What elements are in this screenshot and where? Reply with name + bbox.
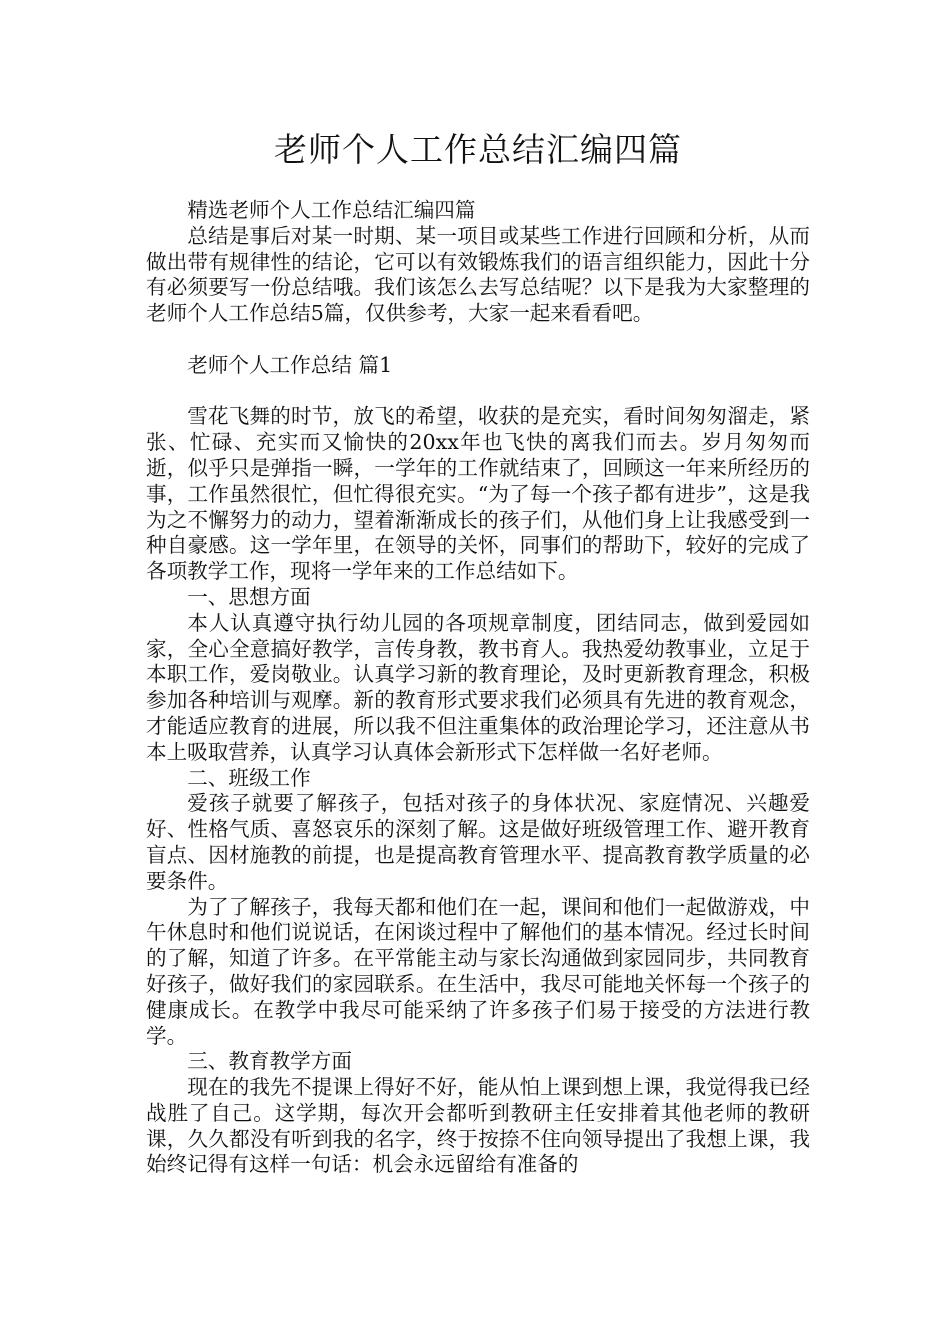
body-paragraph: 为了了解孩子，我每天都和他们在一起，课间和他们一起做游戏，中午休息时和他们说说话，在闲谈过程中了解他们的基本情况。经过长时间的了解，知道了许多。在平常能主动与家长沟通做到家园同步，共同教育好孩子，做好我们的家园联系。在生活中，我尽可能地关怀每一个孩子的健康成长。在教学中我尽可能采纳了许多孩子们易于接受的方法进行教学。 [146,894,810,1048]
body-paragraph: 爱孩子就要了解孩子，包括对孩子的身体状况、家庭情况、兴趣爱好、性格气质、喜怒哀乐的深刻了解。这是做好班级管理工作、避开教育盲点、因材施教的前提，也是提高教育管理水平、提高教育教学质量的必要条件。 [146,791,810,893]
section-heading: 一、思想方面 [187,584,311,609]
body-paragraph: 雪花飞舞的时节，放飞的希望，收获的是充实，看时间匆匆溜走，紧张、忙碌、充实而又愉快的20xx年也飞快的离我们而去。岁月匆匆而逝，似乎只是弹指一瞬，一学年的工作就结束了，回顾这一年来所经历的事，工作虽然很忙，但忙得很充实。“为了每一个孩子都有进步”，这是我为之不懈努力的动力，望着渐渐成长的孩子们，从他们身上让我感受到一种自豪感。这一学年里，在领导的关怀，同事们的帮助下，较好的完成了各项教学工作，现将一学年来的工作总结如下。 [146,404,810,584]
intro-paragraph: 总结是事后对某一时期、某一项目或某些工作进行回顾和分析，从而做出带有规律性的结论，它可以有效锻炼我们的语言组织能力，因此十分有必须要写一份总结哦。我们该怎么去写总结呢？以下是我为大家整理的老师个人工作总结5篇，仅供参考，大家一起来看看吧。 [146,223,810,326]
section-heading-part-1: 老师个人工作总结 篇1 [187,352,393,377]
section-heading: 三、教育教学方面 [187,1049,352,1074]
body-paragraph: 本人认真遵守执行幼儿园的各项规章制度，团结同志，做到爱园如家，全心全意搞好教学，言传身教，教书育人。我热爱幼教事业，立足于本职工作，爱岗敬业。认真学习新的教育理论，及时更新教育理念，积极参加各种培训与观摩。新的教育形式要求我们必须具有先进的教育观念，才能适应教育的进展，所以我不但注重集体的政治理论学习，还注意从书本上吸取营养，认真学习认真体会新形式下怎样做一名好老师。 [146,610,810,764]
intro-line: 精选老师个人工作总结汇编四篇 [187,198,476,222]
body-paragraph: 现在的我先不提课上得好不好，能从怕上课到想上课，我觉得我已经战胜了自己。这学期，每次开会都听到教研主任安排着其他老师的教研课，久久都没有听到我的名字，终于按捺不住向领导提出了我想上课，我始终记得有这样一句话：机会永远留给有准备的 [146,1075,810,1177]
section-heading: 二、班级工作 [187,765,311,790]
document-title: 老师个人工作总结汇编四篇 [274,130,682,169]
document-body [146,198,810,1178]
